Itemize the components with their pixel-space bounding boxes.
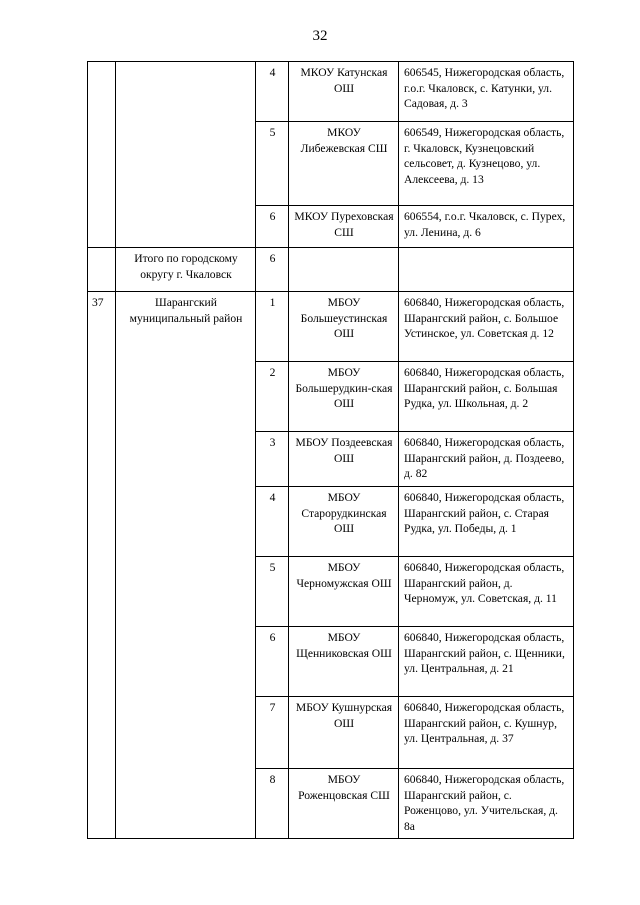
school-address: 606840, Нижегородская область, Шарангский район, с. Роженцово, ул. Учительская, д. 8а (399, 769, 574, 839)
school-address: 606554, г.о.г. Чкаловск, с. Пурех, ул. Ленина, д. 6 (399, 206, 574, 248)
school-address: 606840, Нижегородская область, Шарангский район, с. Кушнур, ул. Центральная, д. 37 (399, 697, 574, 769)
table-row (88, 292, 574, 362)
school-name (289, 248, 399, 292)
school-address: 606545, Нижегородская область, г.о.г. Чкаловск, с. Катунки, ул. Садовая, д. 3 (399, 62, 574, 122)
school-name: МБОУ Старорудкинская ОШ (289, 487, 399, 557)
school-address (399, 248, 574, 292)
school-name: МБОУ Поздеевская ОШ (289, 432, 399, 487)
school-name: МКОУ Катунская ОШ (289, 62, 399, 122)
school-name: МБОУ Большеустинская ОШ (289, 292, 399, 362)
school-index: 1 (256, 292, 289, 362)
school-index: 5 (256, 122, 289, 206)
district-cell (116, 62, 256, 248)
school-index: 5 (256, 557, 289, 627)
school-name: МБОУ Щенниковская ОШ (289, 627, 399, 697)
row-number: 37 (88, 292, 116, 839)
school-index: 3 (256, 432, 289, 487)
page-number: 32 (312, 28, 328, 44)
school-address: 606840, Нижегородская область, Шарангский район, с. Большая Рудка, ул. Школьная, д. 2 (399, 362, 574, 432)
schools-table (87, 61, 574, 839)
school-name: МБОУ Роженцовская СШ (289, 769, 399, 839)
school-index: 7 (256, 697, 289, 769)
school-address: 606840, Нижегородская область, Шарангский район, с. Старая Рудка, ул. Победы, д. 1 (399, 487, 574, 557)
school-address: 606840, Нижегородская область, Шарангский район, д. Поздеево, д. 82 (399, 432, 574, 487)
school-name: МБОУ Большерудкин-ская ОШ (289, 362, 399, 432)
district-name: Шарангский муниципальный район (116, 292, 256, 839)
school-index: 4 (256, 487, 289, 557)
school-index: 8 (256, 769, 289, 839)
school-index: 2 (256, 362, 289, 432)
school-index: 6 (256, 627, 289, 697)
total-row (88, 248, 574, 292)
row-number-cell (88, 62, 116, 248)
school-name: МКОУ Либежевская СШ (289, 122, 399, 206)
school-index: 4 (256, 62, 289, 122)
total-label: Итого по городскому округу г. Чкаловск (116, 248, 256, 292)
school-address: 606549, Нижегородская область, г. Чкаловск, Кузнецовский сельсовет, д. Кузнецово, ул. Алексеева, д. 13 (399, 122, 574, 206)
total-count: 6 (256, 248, 289, 292)
table-row (88, 62, 574, 122)
school-address: 606840, Нижегородская область, Шарангский район, д. Черномуж, ул. Советская, д. 11 (399, 557, 574, 627)
school-index: 6 (256, 206, 289, 248)
school-name: МКОУ Пуреховская СШ (289, 206, 399, 248)
row-number-cell (88, 248, 116, 292)
school-address: 606840, Нижегородская область, Шарангский район, с. Большое Устинское, ул. Советская д. 12 (399, 292, 574, 362)
school-name: МБОУ Черномужская ОШ (289, 557, 399, 627)
school-name: МБОУ Кушнурская ОШ (289, 697, 399, 769)
school-address: 606840, Нижегородская область, Шарангский район, с. Щенники, ул. Центральная, д. 21 (399, 627, 574, 697)
